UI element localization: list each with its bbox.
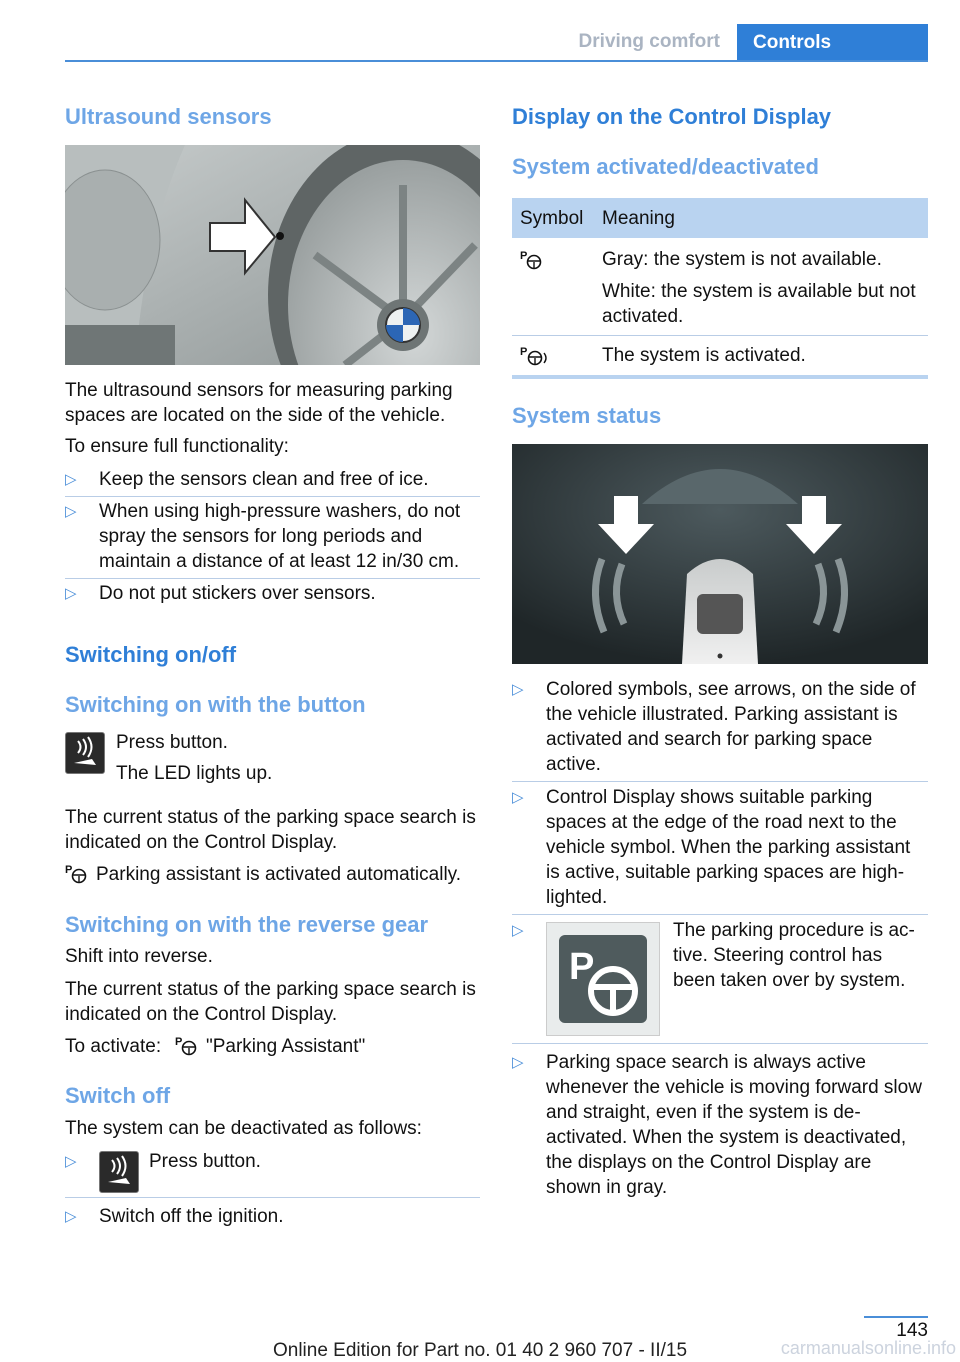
list-item: ▷ Colored symbols, see arrows, on the side of the vehicle illustrated. Parking assistant is activated and search for parking space active. bbox=[512, 679, 916, 775]
sensor-photo bbox=[65, 145, 480, 365]
parking-assistant-active-icon bbox=[520, 345, 550, 367]
table-row1-white: White: the system is available but not activated. bbox=[602, 281, 916, 327]
led-text: The LED lights up. bbox=[116, 763, 273, 784]
bullet-triangle-icon: ▷ bbox=[65, 503, 77, 520]
edition-text: Online Edition for Part no. 01 40 2 960 707 - II/15 bbox=[272, 1340, 688, 1361]
list-item: ▷ Switch off the ignition. bbox=[65, 1206, 284, 1227]
p-status2: The current status of the parking space search is indicated on the Control Display. bbox=[65, 979, 476, 1025]
list-item: ▷ Do not put stickers over sensors. bbox=[65, 583, 376, 604]
parking-assistant-gray-icon bbox=[520, 249, 546, 271]
bullet-triangle-icon: ▷ bbox=[65, 1153, 77, 1170]
list-item: ▷ Press button. bbox=[65, 1149, 480, 1191]
bullet-triangle-icon: ▷ bbox=[512, 1054, 524, 1071]
svg-text:P: P bbox=[520, 346, 528, 358]
bullet-triangle-icon: ▷ bbox=[65, 1208, 77, 1225]
press-button-text: Press button. bbox=[116, 732, 228, 753]
table-col-meaning: Meaning bbox=[602, 208, 675, 229]
parking-assistant-icon bbox=[65, 863, 91, 885]
parking-procedure-icon bbox=[546, 922, 660, 1036]
table-divider bbox=[512, 335, 928, 336]
divider bbox=[65, 578, 480, 579]
divider bbox=[512, 1043, 928, 1044]
table-row1-gray: Gray: the system is not available. bbox=[602, 249, 882, 270]
svg-text:P: P bbox=[569, 946, 595, 988]
page-number: 143 bbox=[896, 1320, 928, 1341]
bullet-triangle-icon: ▷ bbox=[65, 585, 77, 602]
heading-switch-off: Switch off bbox=[65, 1083, 171, 1108]
heading-reverse: Switching on with the reverse gear bbox=[65, 912, 429, 937]
list-item: ▷ Keep the sensors clean and free of ice. bbox=[65, 469, 429, 490]
heading-switching: Switching on/off bbox=[65, 642, 237, 667]
parking-assist-button-icon bbox=[65, 732, 105, 774]
table-col-symbol: Symbol bbox=[520, 208, 584, 229]
table-row2: The system is activated. bbox=[602, 345, 806, 366]
header-tab-controls: Controls bbox=[737, 24, 928, 62]
system-status-image bbox=[512, 444, 928, 664]
p-off: The system can be deactivated as follows: bbox=[65, 1118, 422, 1139]
shift-text: Shift into reverse. bbox=[65, 946, 213, 967]
list-item: ▷ Parking space search is always active whenever the vehicle is moving forward slow and straight, even if the system is de‐activated. When the system is deactivated, the displays on the Control Display are shown in gray. bbox=[512, 1052, 922, 1198]
bullet-triangle-icon: ▷ bbox=[512, 681, 524, 698]
activate-menu-name: "Parking Assistant" bbox=[206, 1036, 366, 1057]
p-ensure: To ensure full functionality: bbox=[65, 436, 289, 457]
header-line bbox=[65, 60, 928, 62]
divider bbox=[512, 914, 928, 915]
activate-label: To activate: bbox=[65, 1036, 162, 1057]
list-item: ▷ Control Display shows suitable parking spaces at the edge of the road next to the vehicle symbol. When the parking assistant is active, suitable parking spaces are high‐lighted. bbox=[512, 787, 911, 908]
heading-status: System status bbox=[512, 403, 662, 428]
watermark: carmanualsonline.info bbox=[780, 1338, 956, 1358]
divider bbox=[65, 496, 480, 497]
svg-text:P: P bbox=[65, 864, 73, 876]
heading-display: Display on the Control Display bbox=[512, 104, 832, 129]
svg-text:P: P bbox=[175, 1036, 183, 1048]
table-bottom-border bbox=[512, 375, 928, 379]
bullet-triangle-icon: ▷ bbox=[512, 922, 524, 939]
bullet-triangle-icon: ▷ bbox=[512, 789, 524, 806]
heading-button: Switching on with the button bbox=[65, 692, 366, 717]
divider bbox=[512, 781, 928, 782]
p-status: The current status of the parking space search is indicated on the Control Display. bbox=[65, 807, 476, 853]
heading-activated: System activated/deactivated bbox=[512, 154, 819, 179]
p-auto: Parking assistant is activated automatically. bbox=[96, 864, 462, 885]
footer-line bbox=[864, 1316, 928, 1318]
heading-ultrasound: Ultrasound sensors bbox=[65, 104, 272, 129]
list-item: ▷ When using high-pressure washers, do not spray the sensors for long periods and maintain a distance of at least 12 in/30 cm. bbox=[65, 501, 461, 572]
parking-assist-button-icon bbox=[99, 1151, 139, 1193]
bullet-triangle-icon: ▷ bbox=[65, 471, 77, 488]
steering-wheel-icon bbox=[547, 923, 659, 1035]
svg-text:P: P bbox=[520, 250, 528, 262]
header-section: Driving comfort bbox=[578, 31, 720, 52]
p-sensors: The ultrasound sensors for measuring parking spaces are located on the side of the vehicle. bbox=[65, 380, 453, 426]
divider bbox=[65, 1197, 480, 1198]
parking-assistant-icon bbox=[175, 1035, 201, 1057]
list-item: ▷ P The parking procedure is ac‐tive. Steering control has been taken over by system. bbox=[512, 918, 928, 1038]
